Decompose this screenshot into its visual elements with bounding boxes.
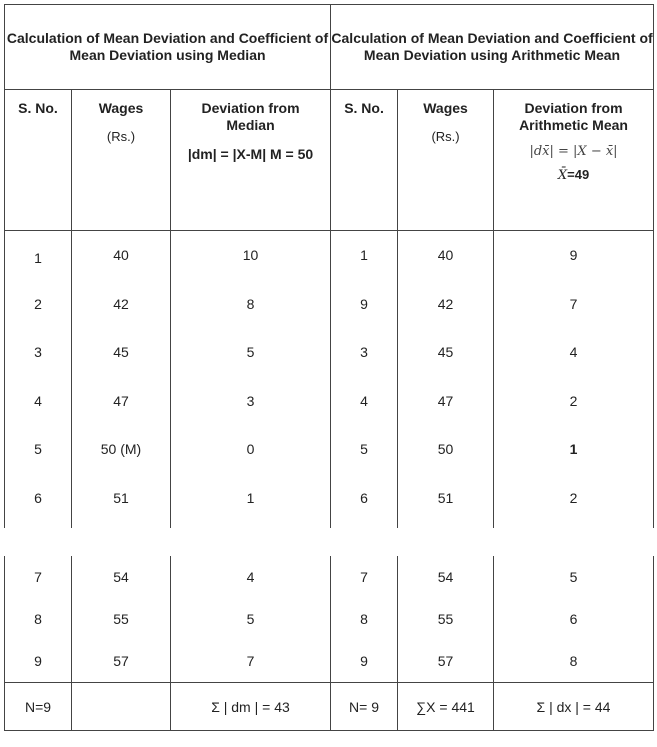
total-sum-x: ∑X = 441 xyxy=(398,683,494,731)
header-sno: S. No. xyxy=(5,90,72,231)
median-formula: |dm| = |X-M| M = 50 xyxy=(187,146,314,162)
totals-row xyxy=(5,683,654,731)
table-row: 7 54 4 7 54 5 xyxy=(5,556,654,598)
mean-deviation-table-bottom xyxy=(4,556,654,731)
table-row: 3 45 5 3 45 4 xyxy=(5,328,654,377)
header-wages: Wages (Rs.) xyxy=(72,90,171,231)
mean-deviation-table-top xyxy=(4,4,654,528)
left-section-title: Calculation of Mean Deviation and Coefficient of Mean Deviation using Median xyxy=(5,5,331,90)
table-row: 9 57 7 9 57 8 xyxy=(5,640,654,683)
header-sno-2: S. No. xyxy=(331,90,398,231)
table-row: 5 50 (M) 0 5 50 1 xyxy=(5,425,654,474)
total-sum-dx: Σ | dx | = 44 xyxy=(494,683,654,731)
table-row: 1 40 10 1 40 9 xyxy=(5,231,654,280)
header-wages-2: Wages (Rs.) xyxy=(398,90,494,231)
xbar-value: X̄=49 xyxy=(557,167,590,183)
total-n-2: N= 9 xyxy=(331,683,398,731)
table-row: 6 51 1 6 51 2 xyxy=(5,474,654,523)
table-row: 8 55 5 8 55 6 xyxy=(5,598,654,640)
header-deviation-median: Deviation from Median |dm| = |X-M| M = 50 xyxy=(171,90,331,231)
table-row: 4 47 3 4 47 2 xyxy=(5,377,654,426)
table-row: 2 42 8 9 42 7 xyxy=(5,280,654,329)
right-section-title: Calculation of Mean Deviation and Coefficient of Mean Deviation using Arithmetic Mean xyxy=(331,5,654,90)
am-formula: |dx̄| = |X − x̄| xyxy=(529,144,618,159)
total-sum-dm: Σ | dm | = 43 xyxy=(171,683,331,731)
total-n: N=9 xyxy=(5,683,72,731)
header-deviation-am: Deviation from Arithmetic Mean |dx̄| = |X − x̄| X̄=49 xyxy=(494,90,654,231)
